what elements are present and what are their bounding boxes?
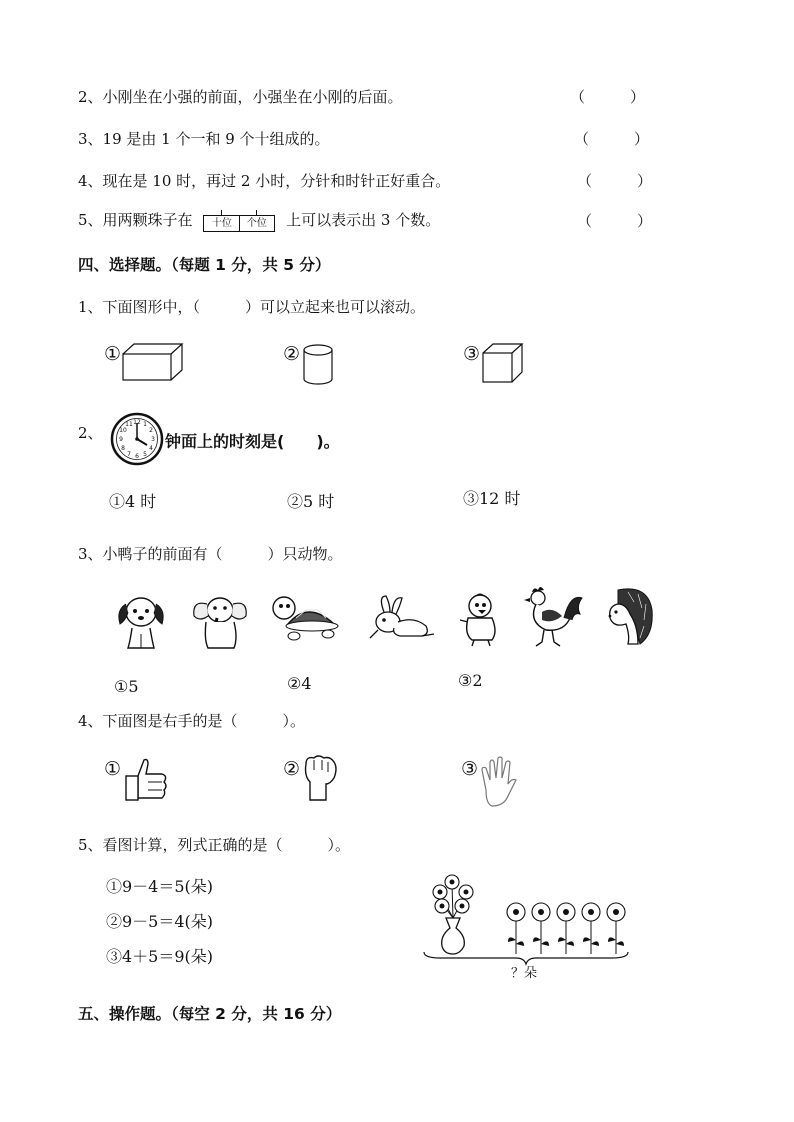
svg-text:5: 5 <box>143 451 147 458</box>
svg-text:8: 8 <box>121 445 125 452</box>
q5-option-3[interactable]: ③4＋5＝9(朵) <box>106 947 214 966</box>
rabbit-icon <box>364 594 436 646</box>
answer-paren[interactable]: （ ） <box>574 130 650 148</box>
abacus-tens-label: 十位 <box>211 218 232 229</box>
vase-with-flowers-icon <box>433 875 473 954</box>
abacus-ones-label: 个位 <box>246 218 267 229</box>
q3-option-3[interactable]: ③2 <box>458 671 483 690</box>
potted-flower-icon <box>557 903 575 954</box>
potted-flower-icon <box>532 903 550 954</box>
question-5: 5、看图计算，列式正确的是（ ）。 <box>78 836 351 854</box>
svg-text:6: 6 <box>135 453 139 460</box>
question-2-number: 2、 <box>78 424 103 442</box>
q2-option-1[interactable]: ①4 时 <box>109 492 157 511</box>
question-3: 3、小鸭子的前面有（ ）只动物。 <box>78 545 343 563</box>
svg-text:12: 12 <box>133 419 141 426</box>
svg-text:4: 4 <box>149 445 153 452</box>
answer-paren[interactable]: （ ） <box>577 172 653 190</box>
svg-text:10: 10 <box>119 427 127 434</box>
section-heading-4: 四、选择题。（每题 1 分，共 5 分） <box>78 256 331 274</box>
tf-item-3: 3、19 是由 1 个一和 9 个十组成的。 <box>78 130 330 148</box>
tf-item-5-post: 上可以表示出 3 个数。 <box>286 211 441 229</box>
q1-option-1[interactable]: ① <box>104 343 122 365</box>
svg-text:9: 9 <box>119 436 123 443</box>
cube-icon <box>482 343 524 383</box>
tf-item-5 <box>78 209 440 232</box>
q2-option-2[interactable]: ②5 时 <box>287 492 335 511</box>
svg-text:2: 2 <box>149 427 153 434</box>
q3-option-2[interactable]: ②4 <box>287 674 312 693</box>
q5-option-2[interactable]: ②9－5＝4(朵) <box>106 912 214 931</box>
q5-option-1[interactable]: ①9－4＝5(朵) <box>106 877 214 896</box>
potted-flower-icon <box>507 903 525 954</box>
turtle-icon <box>268 594 344 646</box>
question-4: 4、下面图是右手的是（ ）。 <box>78 712 306 730</box>
q4-option-3[interactable]: ③ <box>461 758 479 780</box>
elephant-icon <box>190 590 248 650</box>
section-heading-5: 五、操作题。（每空 2 分，共 16 分） <box>78 1005 342 1023</box>
cylinder-icon <box>302 344 334 386</box>
brace-label: ？朵 <box>511 966 538 981</box>
q1-option-3[interactable]: ③ <box>463 343 481 365</box>
tf-item-2: 2、小刚坐在小强的前面，小强坐在小刚的后面。 <box>78 88 403 106</box>
tf-item-4: 4、现在是 10 时，再过 2 小时，分针和时针正好重合。 <box>78 172 451 190</box>
open-hand-icon <box>478 756 518 808</box>
clock-icon <box>110 412 164 466</box>
answer-paren[interactable]: （ ） <box>577 212 653 230</box>
q3-option-1[interactable]: ①5 <box>114 677 139 696</box>
answer-paren[interactable]: （ ） <box>570 88 646 106</box>
duckling-icon <box>458 592 504 648</box>
question-1: 1、下面图形中，（ ）可以立起来也可以滚动。 <box>78 298 426 316</box>
svg-text:7: 7 <box>127 451 131 458</box>
q1-option-2[interactable]: ② <box>283 343 301 365</box>
potted-flower-icon <box>582 903 600 954</box>
potted-flower-icon <box>607 903 625 954</box>
q4-option-2[interactable]: ② <box>283 758 301 780</box>
svg-text:11: 11 <box>125 421 133 428</box>
svg-text:3: 3 <box>151 436 155 443</box>
rooster-icon <box>520 584 584 648</box>
svg-text:1: 1 <box>143 421 147 428</box>
abacus-diagram <box>201 210 277 232</box>
fist-hand-icon <box>300 754 340 802</box>
q4-option-1[interactable]: ① <box>104 758 122 780</box>
question-2: 钟面上的时刻是( )。 <box>165 432 340 451</box>
q2-option-3[interactable]: ③12 时 <box>463 489 521 508</box>
cuboid-icon <box>122 343 184 381</box>
tf-item-5-pre: 5、用两颗珠子在 <box>78 211 193 229</box>
thumbs-up-hand-icon <box>124 756 170 804</box>
hedgehog-icon <box>604 584 656 646</box>
puppy-icon <box>112 590 170 652</box>
